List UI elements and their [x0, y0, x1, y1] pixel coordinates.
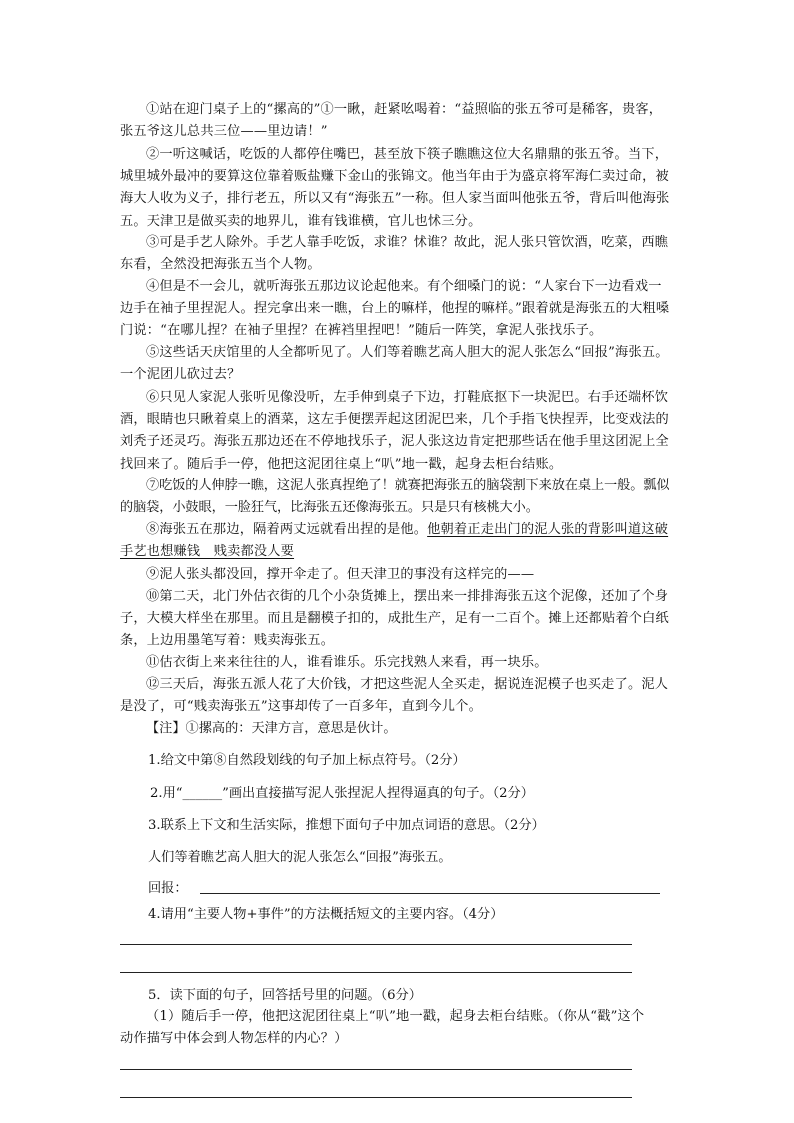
paragraph-3: ③可是手艺人除外。手艺人靠手吃饭，求谁？怵谁？故此，泥人张只管饮酒，吃菜，西瞧东看，全然没把海张五当个人物。 — [120, 235, 669, 273]
question-2: 2.用“______”画出直接描写泥人张捏泥人捏得逼真的句子。（2分） — [150, 786, 534, 801]
paragraph-1: ①站在迎门桌子上的“摞高的”①一瞅，赶紧吆喝着：“益照临的张五爷可是稀客，贵客，张五爷这儿总共三位——里边请！” — [120, 102, 663, 140]
paragraph-2: ②一听这喊话，吃饭的人都停住嘴巴，甚至放下筷子瞧瞧这位大名鼎鼎的张五爷。当下，城里城外最冲的要算这位靠着贩盐赚下金山的张锦文。他当年由于为盛京将军海仁卖过命，被海大人收为义子，排行老五，所以又有“海张五”一称。但人家当面叫他张五爷，背后叫他海张五。天津卫是做买卖的地界儿，谁有钱谁横，官儿也怵三分。 — [120, 147, 670, 229]
note: 【注】①摞高的：天津方言，意思是伙计。 — [146, 721, 397, 736]
paragraph-8-lead: ⑧海张五在那边，隔着两丈远就看出捏的是他。 — [146, 522, 428, 537]
underlined-sentence: 他朝着正走出门的泥人张的背影叫道这破手艺也想赚钱 贱卖都没人要 — [120, 522, 669, 560]
paragraph-8 — [120, 519, 675, 563]
answer-line-3[interactable] — [200, 893, 660, 894]
answer-line-5a[interactable] — [120, 1069, 632, 1070]
paragraph-9: ⑨泥人张头都没回，撑开伞走了。但天津卫的事没有这样完的—— — [146, 567, 535, 582]
paragraph-4: ④但是不一会儿，就听海张五那边议论起他来。有个细嗓门的说：“人家台下一边看戏一边手在袖子里捏泥人。捏完拿出来一瞧，台上的嘛样，他捏的嘛样。”跟着就是海张五的大粗嗓门说：“在哪儿捏？在袖子里捏？在裤裆里捏吧！”随后一阵笑，拿泥人张找乐子。 — [120, 279, 670, 339]
question-4: 4.请用“主要人物+事件”的方法概括短文的主要内容。（4分） — [148, 907, 504, 922]
question-3: 3.联系上下文和生活实际，推想下面句子中加点词语的意思。（2分） — [148, 818, 545, 833]
question-5: 5．读下面的句子，回答括号里的问题。（6分） — [148, 988, 422, 1003]
question-3-answer-label: 回报： — [148, 881, 188, 896]
paragraph-12: ⑫三天后，海张五派人花了大价钱，才把这些泥人全买走，据说连泥模子也买走了。泥人是没了，可“贱卖海张五”这事却传了一百多年，直到今儿个。 — [120, 677, 669, 715]
answer-line-5b[interactable] — [120, 1097, 632, 1098]
question-3-sentence: 人们等着瞧艺高人胆大的泥人张怎么“回报”海张五。 — [148, 850, 452, 865]
paragraph-11: ⑪估衣街上来来往往的人，谁看谁乐。乐完找熟人来看，再一块乐。 — [146, 655, 548, 670]
paragraph-5: ⑤这些话天庆馆里的人全都听见了。人们等着瞧艺高人胆大的泥人张怎么“回报”海张五。一个泥团儿砍过去？ — [120, 345, 669, 383]
question-5-part-1: （1）随后手一停，他把这泥团往桌上“叭”地一戳，起身去柜台结账。（你从“戳”这个动作描写中体会到人物怎样的内心？） — [120, 1009, 645, 1047]
question-1: 1.给文中第⑧自然段划线的句子加上标点符号。（2分） — [148, 753, 466, 768]
paragraph-6: ⑥只见人家泥人张听见像没听，左手伸到桌子下边，打鞋底抠下一块泥巴。右手还端杯饮酒，眼睛也只瞅着桌上的酒菜，这左手便摆弄起这团泥巴来，几个手指飞快捏弄，比变戏法的刘秃子还灵巧。海张五那边还在不停地找乐子，泥人张这边肯定把那些话在他手里这团泥上全找回来了。随后手一停，他把这泥团往桌上“叭”地一戳，起身去柜台结账。 — [120, 390, 669, 472]
answer-line-4b[interactable] — [120, 972, 632, 973]
paragraph-7: ⑦吃饭的人伸脖一瞧，这泥人张真捏绝了！就赛把海张五的脑袋割下来放在桌上一般。瓢似的脑袋，小鼓眼，一脸狂气，比海张五还像海张五。只是只有核桃大小。 — [120, 478, 670, 516]
answer-line-4a[interactable] — [120, 944, 632, 945]
paragraph-10: ⑩第二天，北门外估衣街的几个小杂货摊上，摆出来一排排海张五这个泥像，还加了个身子，大模大样坐在那里。而且是翻模子扣的，成批生产，足有一二百个。摊上还都贴着个白纸条，上边用墨笔写着：贱卖海张五。 — [120, 589, 669, 649]
